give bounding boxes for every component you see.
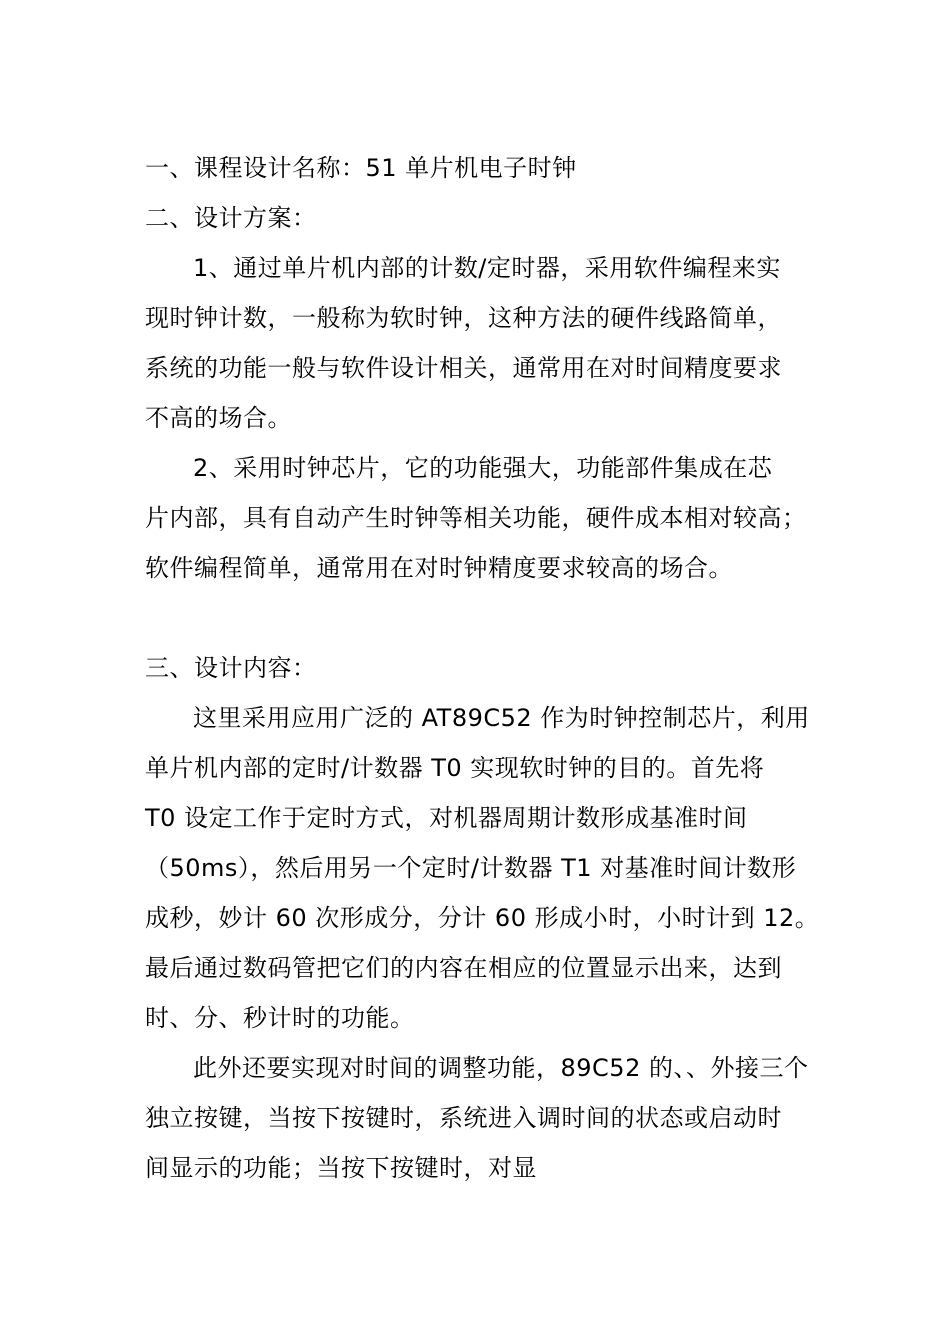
course-title-heading: 一、课程设计名称：51 单片机电子时钟 <box>145 154 577 182</box>
design-plan-heading: 二、设计方案： <box>145 204 317 232</box>
paragraph-line: 软件编程简单，通常用在对时钟精度要求较高的场合。 <box>145 554 733 582</box>
paragraph-line: 最后通过数码管把它们的内容在相应的位置显示出来，达到 <box>145 954 782 982</box>
paragraph-line: 不高的场合。 <box>145 404 292 432</box>
paragraph-line: 此外还要实现对时间的调整功能，89C52 的、、外接三个 <box>193 1054 809 1082</box>
paragraph-line: T0 设定工作于定时方式，对机器周期计数形成基准时间 <box>145 804 748 832</box>
design-content-heading: 三、设计内容： <box>145 654 317 682</box>
paragraph-line: 片内部，具有自动产生时钟等相关功能，硬件成本相对较高； <box>145 504 807 532</box>
paragraph-line: 系统的功能一般与软件设计相关，通常用在对时间精度要求 <box>145 354 782 382</box>
paragraph-line: （50ms），然后用另一个定时/计数器 T1 对基准时间计数形 <box>145 854 797 882</box>
paragraph-line: 这里采用应用广泛的 AT89C52 作为时钟控制芯片，利用 <box>193 704 810 732</box>
paragraph-line: 间显示的功能；当按下按键时，对显 <box>145 1154 537 1182</box>
paragraph-line: 2、采用时钟芯片，它的功能强大，功能部件集成在芯 <box>193 454 773 482</box>
paragraph-line: 单片机内部的定时/计数器 T0 实现软时钟的目的。首先将 <box>145 754 765 782</box>
paragraph-line: 1、通过单片机内部的计数/定时器，采用软件编程来实 <box>193 254 781 282</box>
paragraph-line: 独立按键，当按下按键时，系统进入调时间的状态或启动时 <box>145 1104 782 1132</box>
paragraph-line: 成秒，妙计 60 次形成分，分计 60 形成小时，小时计到 12。 <box>145 904 820 932</box>
paragraph-line: 时、分、秒计时的功能。 <box>145 1004 415 1032</box>
paragraph-line: 现时钟计数，一般称为软时钟，这种方法的硬件线路简单， <box>145 304 782 332</box>
